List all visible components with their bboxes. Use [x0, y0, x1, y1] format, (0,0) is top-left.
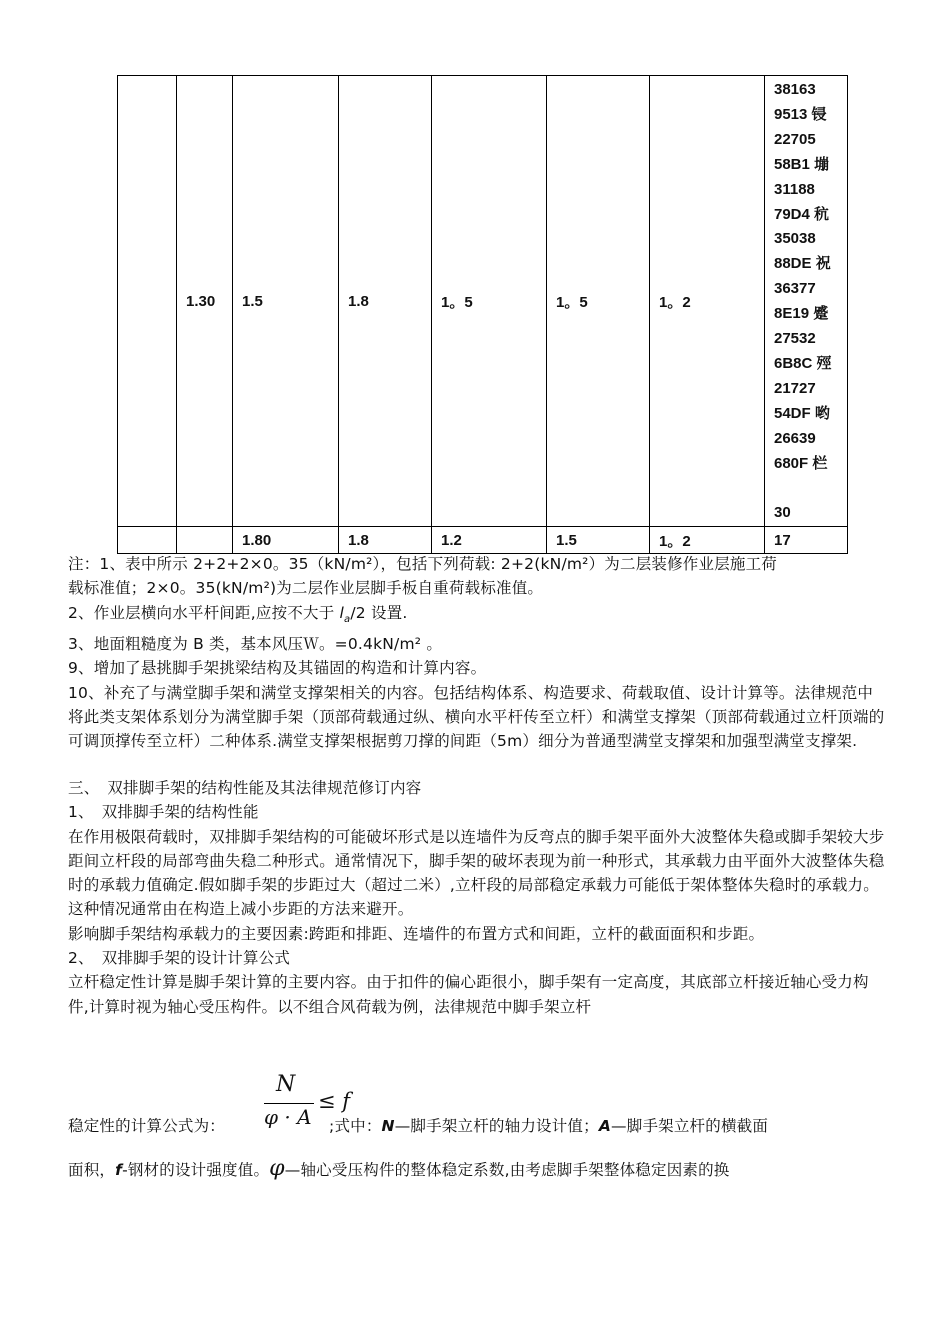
list-gap [774, 477, 847, 502]
table-cell: 1.5 [233, 76, 339, 527]
section-3 [68, 776, 888, 1019]
table-cell: 1.8 [339, 76, 432, 527]
table-cell: 1.80 [233, 527, 339, 554]
table-cell: 1。5 [432, 76, 547, 527]
last-line: 面积，f-钢材的设计强度值。φ—轴心受压构件的整体稳定系数,由考虑脚手架整体稳定因素的换 [68, 1156, 730, 1181]
table-row [118, 76, 848, 527]
table-cell: 1。5 [547, 76, 650, 527]
formula-line: 稳定性的计算公式为： ;式中：N—脚手架立杆的轴力设计值；A—脚手架立杆的横截面 [68, 1117, 769, 1135]
list-line: 680F 栏 [774, 454, 828, 472]
list-line: 79D4 秔 [774, 205, 830, 223]
phi-symbol: φ [269, 1156, 285, 1181]
table-cell: 1。2 [650, 527, 765, 554]
list-line: 22705 [774, 130, 816, 148]
list-line: 88DE 祝 [774, 255, 831, 273]
table-cell: 17 [765, 527, 848, 554]
table-cell: 1。2 [650, 76, 765, 527]
subsection-2-heading: 2、 双排脚手架的设计计算公式 [68, 949, 291, 968]
list-line: 54DF 哟 [774, 404, 830, 422]
list-line: 26639 [774, 429, 816, 447]
table-cell: 1.2 [432, 527, 547, 554]
list-line: 27532 [774, 330, 816, 348]
fraction-bar [264, 1103, 314, 1104]
note-1-line-b: 载标准值；2×0。35(kN/m²)为二层作业层脚手板自重荷载标准值。 [68, 579, 544, 598]
list-line: 9513 锓 [774, 105, 827, 123]
list-line: 21727 [774, 379, 816, 397]
table-cell: 1.30 [177, 76, 233, 527]
stability-formula [262, 1072, 362, 1132]
formula-numerator: N [276, 1072, 296, 1097]
notes-block [68, 552, 888, 753]
formula-denominator: φ · A [264, 1105, 312, 1129]
list-line: 30 [774, 504, 791, 522]
table-cell: 1.5 [547, 527, 650, 554]
list-line: 38163 [774, 81, 816, 98]
item-10: 10、补充了与满堂脚手架和满堂支撑架相关的内容。包括结构体系、构造要求、荷载取值、设计计算等。法律规范中将此类支架体系划分为满堂脚手架（顶部荷载通过纵、横向水平杆传至立杆）和满堂支撑架（顶部荷载通过立杆顶端的可调顶撑传至立杆）二种体系.满堂支撑架根据剪刀撑的间距（5m）细分为普通型满堂支撑架和加强型满堂支撑架. [68, 683, 885, 751]
note-2: 2、作业层横向水平杆间距,应按不大于 $l_a/2$ 设置. [68, 603, 408, 625]
list-line: 35038 [774, 230, 816, 248]
list-line: 58B1 塴 [774, 155, 830, 173]
section-heading: 三、 双排脚手架的结构性能及其法律规范修订内容 [68, 779, 422, 797]
subsection-1-heading: 1、 双排脚手架的结构性能 [68, 803, 259, 822]
table-cell-empty [118, 527, 177, 554]
paragraph: 在作用极限荷载时，双排脚手架结构的可能破坏形式是以连墙件为反弯点的脚手架平面外大波整体失稳或脚手架较大步距间立杆段的局部弯曲失稳二种形式。通常情况下，脚手架的破坏表现为前一种形式，其承载力由平面外大波整体失稳时的承载力值确定.假如脚手架的步距过大（超过二米）,立杆段的局部稳定承载力可能低于架体整体失稳时的承载力。这种情况通常由在构造上减小步距的方法来避开。 [68, 827, 885, 919]
list-line: 6B8C 殌 [774, 354, 832, 372]
list-line: 8E19 蹙 [774, 305, 829, 323]
paragraph: 立杆稳定性计算是脚手架计算的主要内容。由于扣件的偏心距很小，脚手架有一定高度，其底部立杆接近轴心受力构件,计算时视为轴心受压构件。以不组合风荷载为例，法律规范中脚手架立杆 [68, 973, 869, 1016]
table-row [118, 527, 848, 554]
note-1-line-a: 注：1、表中所示 2+2+2×0。35（kN/m²），包括下列荷载: 2+2(kN/m²）为二层装修作业层施工荷 [68, 555, 777, 573]
note-3: 3、地面粗糙度为 B 类，基本风压Ｗ。=0.4kN/m² 。 [68, 634, 443, 653]
item-9: 9、增加了悬挑脚手架挑梁结构及其锚固的构造和计算内容。 [68, 659, 487, 678]
table-cell-list [765, 76, 848, 527]
paragraph: 影响脚手架结构承载力的主要因素:跨距和排距、连墙件的布置方式和间距，立杆的截面面积和步距。 [68, 924, 765, 943]
table-cell-empty [177, 527, 233, 554]
table-cell: 1.8 [339, 527, 432, 554]
list-line: 31188 [774, 180, 815, 198]
list-line: 36377 [774, 280, 816, 298]
table-cell-empty [118, 76, 177, 527]
formula-relation: ≤ f [318, 1089, 351, 1113]
load-table [117, 75, 848, 554]
